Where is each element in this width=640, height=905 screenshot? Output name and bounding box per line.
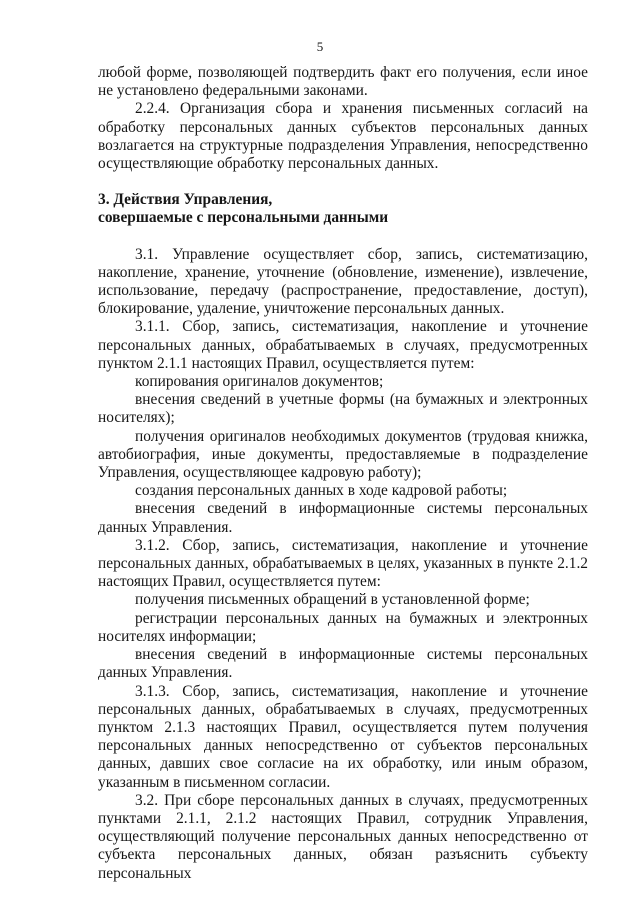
list-item: копирования оригиналов документов;: [135, 373, 384, 391]
list-item: получения оригиналов необходимых документов (трудовая книжка, автобиография, иные документы, предоставляемые в подразделение Управления, осуществляющее кадровую работу);: [98, 427, 588, 482]
paragraph-3-1: 3.1. Управление осуществляет сбор, запись, систематизацию, накопление, хранение, уточнение (обновление, изменение), извлечение, использование, передачу (распространение, предоставление, доступ), блокирование, удаление, уничтожение персональных данных.: [98, 245, 588, 318]
page-number: 5: [316, 39, 324, 54]
paragraph-2-2-4: 2.2.4. Организация сбора и хранения письменных согласий на обработку персональных данных субъектов персональных данных возлагается на структурные подразделения Управления, непосредственно осуществляющие обработку персональных данных.: [98, 100, 588, 173]
document-body: [98, 64, 588, 883]
list-item: внесения сведений в учетные формы (на бумажных и электронных носителях);: [98, 391, 588, 427]
list-item: получения письменных обращений в установленной форме;: [135, 591, 530, 609]
section-heading-line-1: 3. Действия Управления,: [98, 191, 273, 209]
section-heading-line-2: совершаемые с персональными данными: [98, 209, 389, 227]
paragraph-3-1-3: 3.1.3. Сбор, запись, систематизация, накопление и уточнение персональных данных, обрабатываемых в случаях, предусмотренных пунктом 2.1.3 настоящих Правил, осуществляется путем получения персональных данных непосредственно от субъектов персональных данных, давших свое согласие на их обработку, или иным образом, указанным в письменном согласии.: [98, 682, 588, 791]
spacer: [98, 173, 588, 191]
spacer: [98, 228, 588, 246]
list-item: регистрации персональных данных на бумажных и электронных носителях информации;: [98, 609, 588, 645]
paragraph-3-1-2: 3.1.2. Сбор, запись, систематизация, накопление и уточнение персональных данных, обрабатываемых в целях, указанных в пункте 2.1.2 настоящих Правил, осуществляется путем:: [98, 536, 588, 591]
list-item: создания персональных данных в ходе кадровой работы;: [135, 482, 508, 500]
list-item: внесения сведений в информационные системы персональных данных Управления.: [98, 500, 588, 536]
paragraph-3-2: 3.2. При сборе персональных данных в случаях, предусмотренных пунктами 2.1.1, 2.1.2 настоящих Правил, сотрудник Управления, осуществляющий получение персональных данных непосредственно от субъекта персональных данных, обязан разъяснить субъекту персональных: [98, 791, 588, 882]
list-item: внесения сведений в информационные системы персональных данных Управления.: [98, 646, 588, 682]
paragraph-3-1-1: 3.1.1. Сбор, запись, систематизация, накопление и уточнение персональных данных, обрабатываемых в случаях, предусмотренных пунктом 2.1.1 настоящих Правил, осуществляется путем:: [98, 318, 588, 372]
paragraph-continuation: любой форме, позволяющей подтвердить факт его получения, если иное не установлено федеральными законами.: [98, 64, 588, 100]
